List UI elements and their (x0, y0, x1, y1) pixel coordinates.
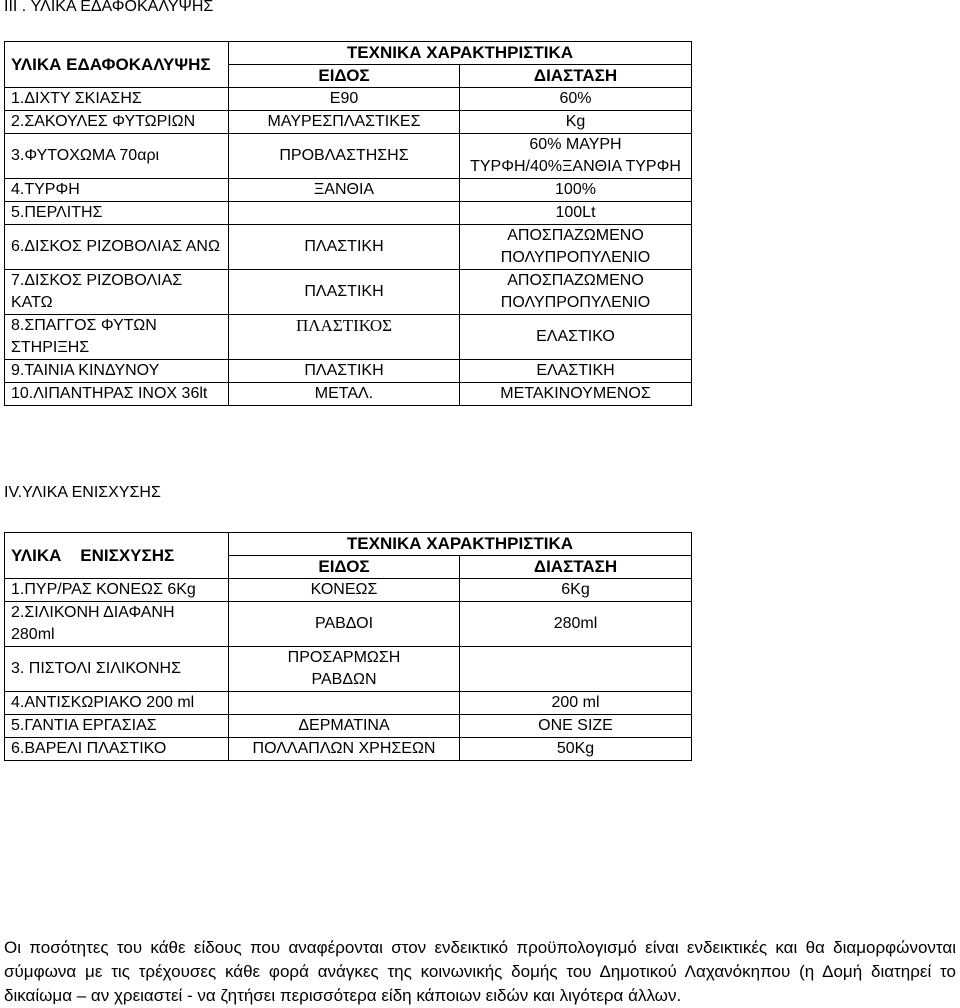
row-dimension: ΕΛΑΣΤΙΚΟ (460, 315, 692, 360)
table-row (5, 111, 692, 134)
row-kind: E90 (229, 88, 460, 111)
row-kind: ΠΟΛΛΑΠΛΩΝ ΧΡΗΣΕΩΝ (229, 738, 460, 761)
row-dimension: 60% (460, 88, 692, 111)
table-row (5, 602, 692, 647)
row-dimension: 280ml (460, 602, 692, 647)
table-row (5, 225, 692, 270)
row-dimension: 50Kg (460, 738, 692, 761)
row-kind: ΠΡΟΣΑΡΜΩΣΗ ΡΑΒΔΩΝ (229, 647, 460, 692)
table-row (5, 179, 692, 202)
row-kind: ΜΕΤΑΛ. (229, 383, 460, 406)
row-dimension: ONE SIZE (460, 715, 692, 738)
table-row (5, 383, 692, 406)
reinforcement-table (4, 532, 692, 761)
row-name: 5.ΠΕΡΛΙΤΗΣ (5, 202, 229, 225)
header-kind: ΕΙΔΟΣ (229, 556, 460, 579)
table-row (5, 360, 692, 383)
table-row (5, 692, 692, 715)
row-kind: ΔΕΡΜΑΤΙΝΑ (229, 715, 460, 738)
row-kind: ΠΡΟΒΛΑΣΤΗΣΗΣ (229, 134, 460, 179)
row-name: 5.ΓΑΝΤΙΑ ΕΡΓΑΣΙΑΣ (5, 715, 229, 738)
row-kind: ΚΟΝΕΩΣ (229, 579, 460, 602)
row-dimension: ΜΕΤΑΚΙΝΟΥΜΕΝΟΣ (460, 383, 692, 406)
table-row (5, 647, 692, 692)
row-name: 2.ΣΙΛΙΚΟΝΗ ΔΙΑΦΑΝΗ 280ml (5, 602, 229, 647)
row-name: 8.ΣΠΑΓΓΟΣ ΦΥΤΩΝ ΣΤΗΡΙΞΗΣ (5, 315, 229, 360)
row-name: 9.ΤΑΙΝΙΑ ΚΙΝΔΥΝΟΥ (5, 360, 229, 383)
table-row (5, 270, 692, 315)
row-dimension: 6Kg (460, 579, 692, 602)
table-header-row (5, 42, 692, 65)
row-kind: ΡΑΒΔΟΙ (229, 602, 460, 647)
row-dimension: 100% (460, 179, 692, 202)
row-name: 3. ΠΙΣΤΟΛΙ ΣΙΛΙΚΟΝΗΣ (5, 647, 229, 692)
row-dimension: 100Lt (460, 202, 692, 225)
row-dimension (460, 647, 692, 692)
header-dimension: ΔΙΑΣΤΑΣΗ (460, 556, 692, 579)
row-name: 1.ΔΙΧΤΥ ΣΚΙΑΣΗΣ (5, 88, 229, 111)
row-kind (229, 692, 460, 715)
section-title-ground-cover: III . ΥΛΙΚΑ ΕΔΑΦΟΚΑΛΥΨΗΣ (4, 0, 214, 15)
row-name: 1.ΠΥΡ/ΡΑΣ ΚΟΝΕΩΣ 6Kg (5, 579, 229, 602)
table-row (5, 134, 692, 179)
row-name: 6.ΔΙΣΚΟΣ ΡΙΖΟΒΟΛΙΑΣ ΑΝΩ (5, 225, 229, 270)
header-kind: ΕΙΔΟΣ (229, 65, 460, 88)
row-kind: ΞΑΝΘΙΑ (229, 179, 460, 202)
row-dimension: ΑΠΟΣΠΑΖΩΜΕΝΟ ΠΟΛΥΠΡΟΠΥΛΕΝΙΟ (460, 225, 692, 270)
row-kind: ΠΛΑΣΤΙΚΗ (229, 225, 460, 270)
header-dimension: ΔΙΑΣΤΑΣΗ (460, 65, 692, 88)
table-row (5, 315, 692, 360)
header-technical-specs: ΤΕΧΝΙΚΑ ΧΑΡΑΚΤΗΡΙΣΤΙΚΑ (229, 533, 692, 556)
row-name: 4.ΤΥΡΦΗ (5, 179, 229, 202)
table-header-row (5, 533, 692, 556)
table-row (5, 579, 692, 602)
table-row (5, 738, 692, 761)
row-dimension: Kg (460, 111, 692, 134)
row-kind: ΠΛΑΣΤΙΚΗ (229, 360, 460, 383)
ground-cover-table (4, 41, 692, 406)
row-kind: ΠΛΑΣΤΙΚΗ (229, 270, 460, 315)
row-dimension: ΑΠΟΣΠΑΖΩΜΕΝΟ ΠΟΛΥΠΡΟΠΥΛΕΝΙΟ (460, 270, 692, 315)
row-name: 6.ΒΑΡΕΛΙ ΠΛΑΣΤΙΚΟ (5, 738, 229, 761)
row-name: 3.ΦΥΤΟΧΩΜΑ 70αρι (5, 134, 229, 179)
row-kind: ΠΛΑΣΤΙΚΟΣ (229, 315, 460, 360)
row-dimension: 60% ΜΑΥΡΗ ΤΥΡΦΗ/40%ΞΑΝΘΙΑ ΤΥΡΦΗ (460, 134, 692, 179)
table-row (5, 715, 692, 738)
row-name: 4.ΑΝΤΙΣΚΩΡΙΑΚΟ 200 ml (5, 692, 229, 715)
row-name: 2.ΣΑΚΟΥΛΕΣ ΦΥΤΩΡΙΩΝ (5, 111, 229, 134)
header-technical-specs: ΤΕΧΝΙΚΑ ΧΑΡΑΚΤΗΡΙΣΤΙΚΑ (229, 42, 692, 65)
row-name: 10.ΛΙΠΑΝΤΗΡΑΣ ΙΝΟΧ 36lt (5, 383, 229, 406)
row-kind (229, 202, 460, 225)
header-materials: ΥΛΙΚΑ ΕΔΑΦΟΚΑΛΥΨΗΣ (5, 42, 229, 88)
row-dimension: ΕΛΑΣΤΙΚΗ (460, 360, 692, 383)
footer-note: Οι ποσότητες του κάθε είδους που αναφέρονται στον ενδεικτικό προϋπολογισμό είναι ενδεικτικές και θα διαμορφώνονται σύμφωνα με τις τρέχουσες κάθε φορά ανάγκες της κοινωνικής δομής του Δημοτικού Λαχανόκηπου (η Δομή διατηρεί το δικαίωμα – αν χρειαστεί - να ζητήσει περισσότερα είδη κάποιων ειδών και λιγότερα άλλων. (4, 938, 956, 1005)
section-title-reinforcement: IV.ΥΛΙΚΑ ΕΝΙΣΧΥΣΗΣ (4, 484, 161, 501)
row-name: 7.ΔΙΣΚΟΣ ΡΙΖΟΒΟΛΙΑΣ ΚΑΤΩ (5, 270, 229, 315)
row-kind: ΜΑΥΡΕΣΠΛΑΣΤΙΚΕΣ (229, 111, 460, 134)
table-row (5, 88, 692, 111)
header-materials: ΥΛΙΚΑ ΕΝΙΣΧΥΣΗΣ (5, 533, 229, 579)
row-dimension: 200 ml (460, 692, 692, 715)
table-row (5, 202, 692, 225)
